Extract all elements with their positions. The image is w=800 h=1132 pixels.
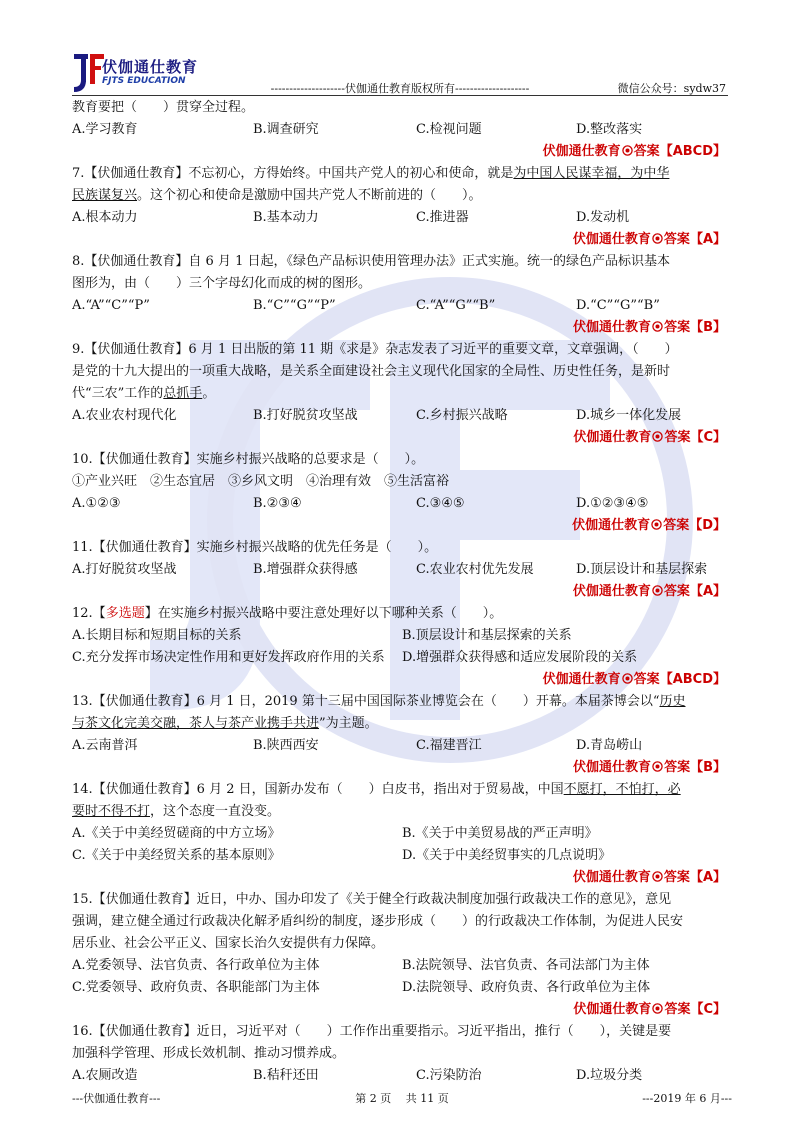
options-row [72, 647, 732, 669]
options-row [72, 1065, 732, 1087]
question-text: 16.【伏伽通仕教育】近日，习近平对（ ）工作作出重要指示。习近平指出，推行（ ），关键是要 [72, 1024, 672, 1039]
option-d: D.青岛崂山 [576, 738, 643, 753]
question-text: 代“三农”工作的总抓手。 [72, 386, 216, 401]
option-b: B.增强群众获得感 [253, 562, 358, 577]
header-divider [72, 95, 728, 96]
option-c: C.③④⑤ [416, 496, 465, 511]
option-a: A.学习教育 [72, 122, 138, 137]
answer-brand: 伏伽通仕教育 [572, 518, 651, 533]
option-c: C.污染防治 [416, 1068, 482, 1083]
question-text: 民族谋复兴。这个初心和使命是激励中国共产党人不断前进的（ ）。 [72, 188, 482, 203]
target-icon [622, 673, 633, 684]
options-row [72, 625, 732, 647]
footer-brand: ---伏伽通仕教育--- [72, 1092, 161, 1105]
option-b: B.顶层设计和基层探索的关系 [402, 628, 572, 643]
option-d: D.增强群众获得感和适应发展阶段的关系 [402, 650, 638, 665]
question-text: 15.【伏伽通仕教育】近日，中办、国办印发了《关于健全行政裁决制度加强行政裁决工作的意见》，意见 [72, 892, 672, 907]
question-text: 11.【伏伽通仕教育】实施乡村振兴战略的优先任务是（ ）。 [72, 540, 438, 555]
option-c: C.乡村振兴战略 [416, 408, 508, 423]
answer-key: 【C】 [690, 1002, 726, 1017]
question-7 [72, 163, 732, 251]
option-c: C.检视问题 [416, 122, 482, 137]
page-footer [72, 1090, 732, 1108]
question-text: 加强科学管理、形成长效机制、推动习惯养成。 [72, 1046, 346, 1061]
answer-brand: 伏伽通仕教育 [573, 760, 652, 775]
answer-brand: 伏伽通仕教育 [572, 584, 651, 599]
answer-line [72, 999, 732, 1021]
answer-line [72, 669, 732, 691]
question-text: 教育要把（ ）贯穿全过程。 [72, 100, 255, 115]
option-a: A.《关于中美经贸磋商的中方立场》 [72, 826, 281, 841]
option-b: B.调查研究 [253, 122, 319, 137]
answer-key: 【B】 [690, 320, 726, 335]
answer-label: 答案 [663, 232, 690, 247]
answer-key: 【B】 [690, 760, 726, 775]
target-icon [652, 1003, 663, 1014]
question-16 [72, 1021, 732, 1087]
option-a: A.农业农村现代化 [72, 408, 177, 423]
options-row [72, 735, 732, 757]
options-row [72, 823, 732, 845]
target-icon [652, 431, 663, 442]
question-11 [72, 537, 732, 603]
option-b: B.打好脱贫攻坚战 [253, 408, 358, 423]
target-icon [652, 871, 663, 882]
answer-key: 【ABCD】 [659, 144, 726, 159]
question-text: 居乐业、社会公平正义、国家长治久安提供有力保障。 [72, 936, 385, 951]
question-text: 13.【伏伽通仕教育】6 月 1 日，2019 第十三届中国国际茶业博览会在（ ）开幕。本届茶博会以“历史 [72, 694, 686, 709]
logo-subtitle: FJTS EDUCATION [102, 76, 186, 86]
option-c: C.推进器 [416, 210, 469, 225]
question-list [72, 97, 732, 1087]
option-d: D.法院领导、政府负责、各行政单位为主体 [402, 980, 651, 995]
logo-name: 伏伽通仕教育 [102, 58, 199, 76]
question-15 [72, 889, 732, 1021]
option-b: B.基本动力 [253, 210, 319, 225]
question-text: 7.【伏伽通仕教育】不忘初心，方得始终。中国共产党人的初心和使命，就是为中国人民谋幸福，为中华 [72, 166, 670, 181]
option-d: D.《关于中美经贸事实的几点说明》 [402, 848, 612, 863]
option-d: D.城乡一体化发展 [576, 408, 682, 423]
answer-label: 答案 [664, 430, 691, 445]
question-text: 强调，建立健全通过行政裁决化解矛盾纠纷的制度，逐步形成（ ）的行政裁决工作体制，为促进人民安 [72, 914, 684, 929]
multi-choice-tag: 多选题 [105, 606, 145, 621]
answer-label: 答案 [663, 584, 690, 599]
answer-line [72, 427, 732, 449]
options-row [72, 977, 732, 999]
page-header [0, 0, 800, 95]
answer-key: 【A】 [689, 870, 726, 885]
option-d: D.顶层设计和基层探索 [576, 562, 708, 577]
answer-key: 【A】 [689, 584, 726, 599]
option-d: D.垃圾分类 [576, 1068, 643, 1083]
answer-line [72, 141, 732, 163]
option-c: C.“A”“G”“B” [416, 298, 496, 313]
answer-key: 【A】 [689, 232, 726, 247]
answer-label: 答案 [633, 144, 660, 159]
wechat-account: 微信公众号：sydw37 [617, 82, 726, 95]
question-text: 图形为，由（ ）三个字母幻化而成的树的图形。 [72, 276, 372, 291]
answer-line [72, 581, 732, 603]
option-a: A.长期目标和短期目标的关系 [72, 628, 242, 643]
question-text: 14.【伏伽通仕教育】6 月 2 日，国新办发布（ ）白皮书，指出对于贸易战，中国不愿打，不怕打，必 [72, 782, 681, 797]
question-12 [72, 603, 732, 691]
answer-line [72, 867, 732, 889]
question-text: ①产业兴旺 ②生态宜居 ③乡风文明 ④治理有效 ⑤生活富裕 [72, 474, 450, 489]
options-row [72, 207, 732, 229]
question-text: 10.【伏伽通仕教育】实施乡村振兴战略的总要求是（ ）。 [72, 452, 425, 467]
answer-brand: 伏伽通仕教育 [573, 320, 652, 335]
target-icon [652, 321, 663, 332]
answer-brand: 伏伽通仕教育 [542, 672, 621, 687]
option-a: A.云南普洱 [72, 738, 138, 753]
target-icon [652, 585, 663, 596]
option-d: D.①②③④⑤ [576, 496, 649, 511]
option-a: A.①②③ [72, 496, 121, 511]
page-number: 第 2 页 共 11 页 [355, 1092, 449, 1105]
question-13 [72, 691, 732, 779]
options-row [72, 955, 732, 977]
answer-brand: 伏伽通仕教育 [573, 430, 652, 445]
answer-line [72, 229, 732, 251]
options-row [72, 119, 732, 141]
options-row [72, 559, 732, 581]
answer-label: 答案 [664, 760, 691, 775]
option-b: B.秸秆还田 [253, 1068, 319, 1083]
answer-label: 答案 [664, 320, 691, 335]
option-b: B.②③④ [253, 496, 302, 511]
answer-label: 答案 [663, 518, 690, 533]
target-icon [622, 145, 633, 156]
answer-label: 答案 [664, 1002, 691, 1017]
option-c: C.《关于中美经贸关系的基本原则》 [72, 848, 281, 863]
option-b: B.《关于中美贸易战的严正声明》 [402, 826, 598, 841]
option-d: D.发动机 [576, 210, 630, 225]
question-text: 8.【伏伽通仕教育】自 6 月 1 日起，《绿色产品标识使用管理办法》正式实施。统一的绿色产品标识基本 [72, 254, 670, 269]
option-c: C.农业农村优先发展 [416, 562, 534, 577]
footer-date: ---2019 年 6 月--- [642, 1092, 732, 1105]
answer-line [72, 515, 732, 537]
question-text: 是党的十九大提出的一项重大战略，是关系全面建设社会主义现代化国家的全局性、历史性任务，是新时 [72, 364, 671, 379]
options-row [72, 295, 732, 317]
question-10 [72, 449, 732, 537]
answer-brand: 伏伽通仕教育 [573, 1002, 652, 1017]
question-6 [72, 97, 732, 163]
answer-key: 【ABCD】 [659, 672, 726, 687]
options-row [72, 405, 732, 427]
brand-logo [72, 50, 222, 96]
option-a: A.打好脱贫攻坚战 [72, 562, 177, 577]
options-row [72, 845, 732, 867]
option-a: A.农厕改造 [72, 1068, 138, 1083]
option-c: C.充分发挥市场决定性作用和更好发挥政府作用的关系 [72, 650, 385, 665]
option-c: C.福建晋江 [416, 738, 482, 753]
target-icon [651, 519, 662, 530]
answer-key: 【D】 [689, 518, 726, 533]
option-b: B.“C”“G”“P” [253, 298, 336, 313]
option-d: D.整改落实 [576, 122, 643, 137]
question-9 [72, 339, 732, 449]
question-text: 与茶文化完美交融，茶人与茶产业携手共进”为主题。 [72, 716, 378, 731]
option-d: D.“C”“G”“B” [576, 298, 660, 313]
target-icon [652, 761, 663, 772]
question-14 [72, 779, 732, 889]
copyright-notice: --------------------伏伽通仕教育版权所有-------------------- [270, 82, 530, 95]
target-icon [652, 233, 663, 244]
answer-label: 答案 [663, 870, 690, 885]
question-8 [72, 251, 732, 339]
question-text: 要时不得不打，这个态度一直没变。 [72, 804, 281, 819]
answer-line [72, 317, 732, 339]
option-a: A.根本动力 [72, 210, 138, 225]
question-text: 9.【伏伽通仕教育】6 月 1 日出版的第 11 期《求是》杂志发表了习近平的重要文章，文章强调，（ ） [72, 342, 678, 357]
option-a: A.党委领导、法官负责、各行政单位为主体 [72, 958, 320, 973]
answer-key: 【C】 [690, 430, 726, 445]
answer-label: 答案 [633, 672, 660, 687]
options-row [72, 493, 732, 515]
option-b: B.陕西西安 [253, 738, 319, 753]
answer-brand: 伏伽通仕教育 [572, 232, 651, 247]
jf-logo-icon [72, 50, 106, 94]
answer-brand: 伏伽通仕教育 [572, 870, 651, 885]
answer-brand: 伏伽通仕教育 [542, 144, 621, 159]
answer-line [72, 757, 732, 779]
option-b: B.法院领导、法官负责、各司法部门为主体 [402, 958, 650, 973]
option-c: C.党委领导、政府负责、各职能部门为主体 [72, 980, 320, 995]
question-text: 12.【多选题】在实施乡村振兴战略中要注意处理好以下哪种关系（ ）。 [72, 606, 503, 621]
option-a: A.“A”“C”“P” [72, 298, 150, 313]
